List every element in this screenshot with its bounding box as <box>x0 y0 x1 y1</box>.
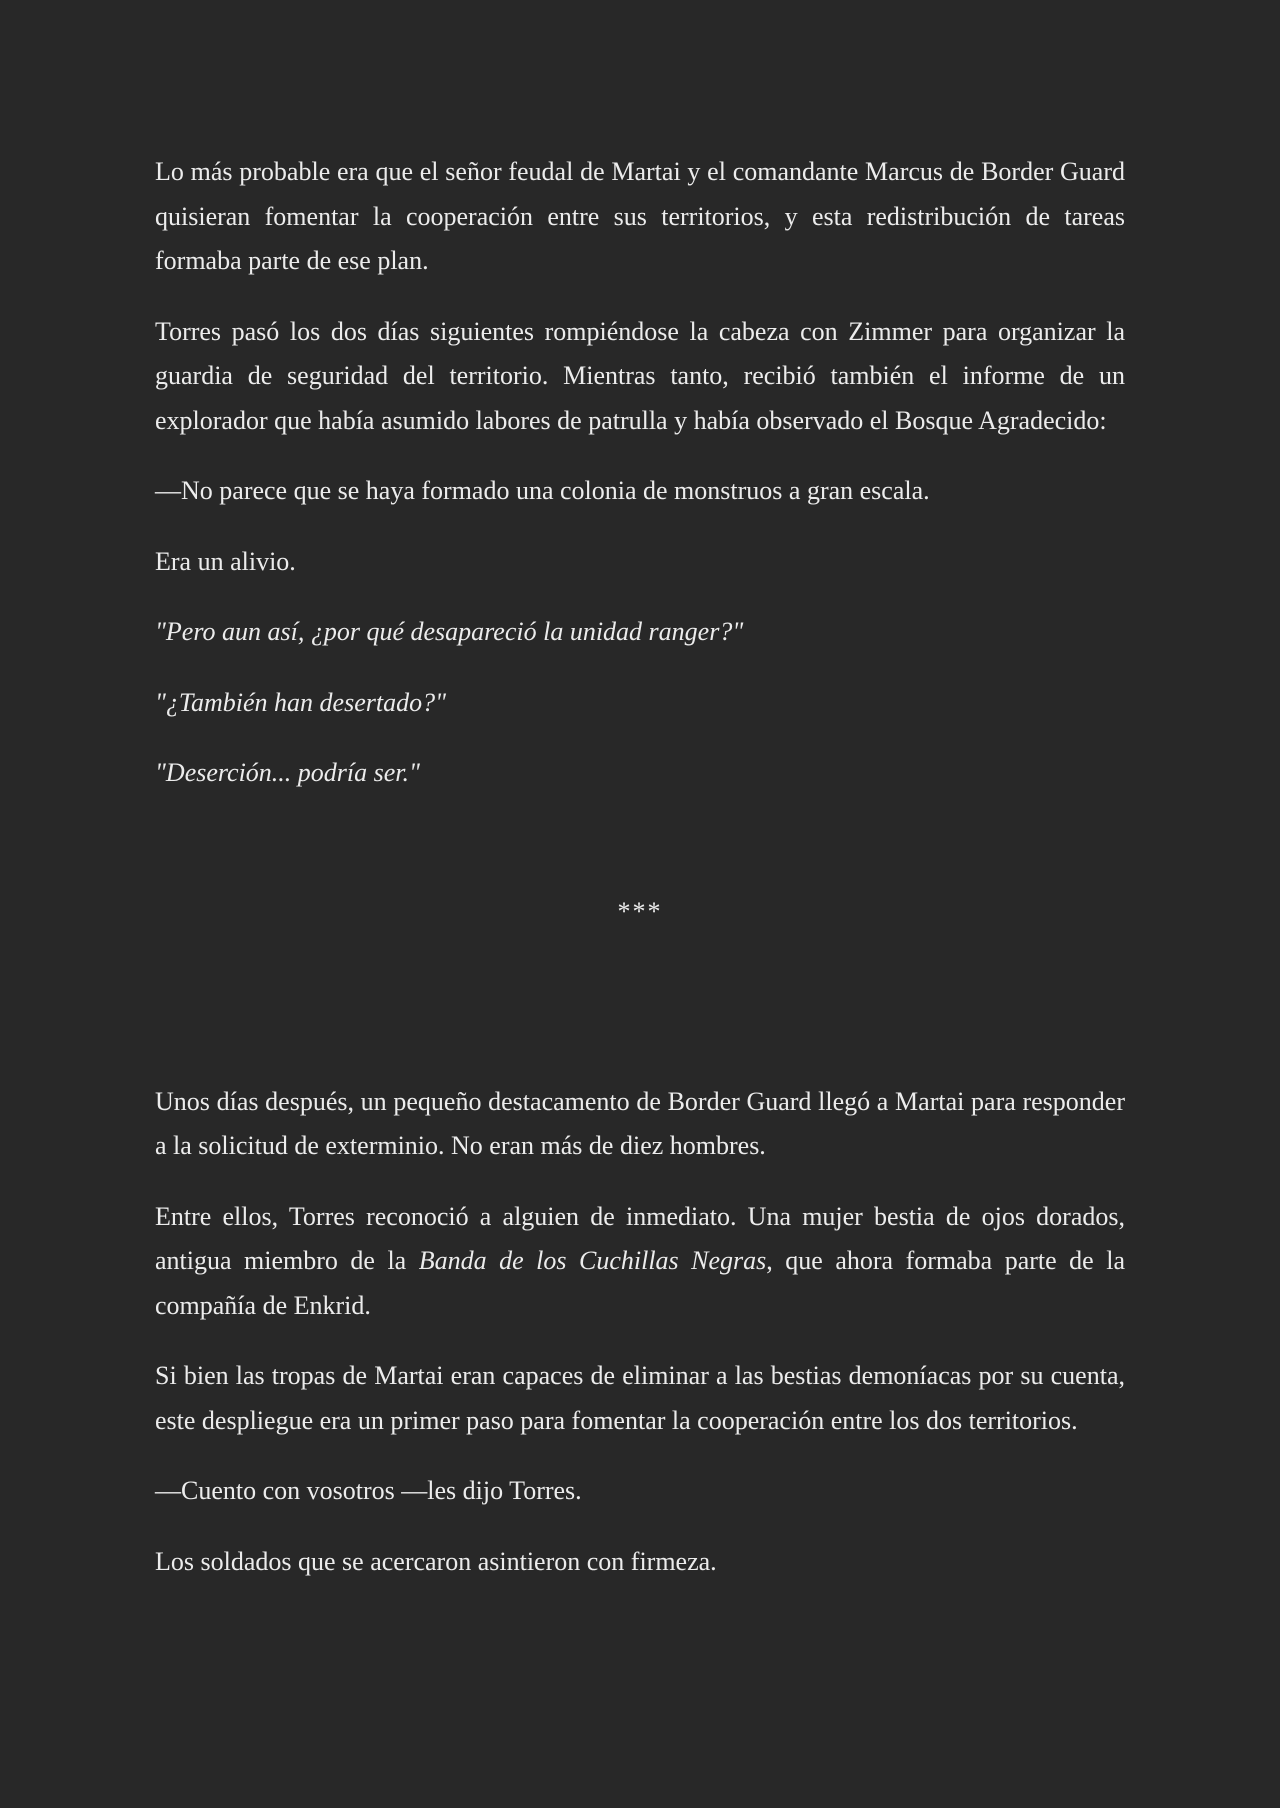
scene-separator: *** <box>617 896 663 926</box>
paragraph <box>155 1195 1125 1329</box>
paragraph: Torres pasó los dos días siguientes rompiéndose la cabeza con Zimmer para organizar la guardia de seguridad del territorio. Mientras tanto, recibió también el informe de un explorador que había asumido labores de patrulla y había observado el Bosque Agradecido: <box>155 316 1125 435</box>
emphasized-name: Banda de los Cuchillas Negras <box>418 1246 767 1275</box>
paragraph: Los soldados que se acercaron asintieron con firmeza. <box>155 1546 717 1576</box>
paragraph: Lo más probable era que el señor feudal de Martai y el comandante Marcus de Border Guard quisieran fomentar la cooperación entre sus territorios, y esta redistribución de tareas formaba parte de ese plan. <box>155 157 1125 275</box>
section-one <box>155 150 1125 796</box>
section-two <box>155 1080 1125 1585</box>
paragraph: Si bien las tropas de Martai eran capaces de eliminar a las bestias demoníacas por su cuenta, este despliegue era un primer paso para fomentar la cooperación entre los dos territorios. <box>155 1361 1125 1435</box>
dialogue-paragraph: —No parece que se haya formado una colonia de monstruos a gran escala. <box>155 476 930 505</box>
dialogue-paragraph: —Cuento con vosotros —les dijo Torres. <box>155 1476 582 1505</box>
paragraph: Unos días después, un pequeño destacamento de Border Guard llegó a Martai para responder a la solicitud de exterminio. No eran más de diez hombres. <box>155 1086 1125 1160</box>
thought-paragraph: "¿También han desertado?" <box>155 687 446 717</box>
paragraph-text: , que ahora formaba parte de la compañía de Enkrid. <box>155 1246 1125 1320</box>
paragraph-text: Entre ellos, Torres reconoció a alguien de inmediato. Una mujer bestia de ojos dorados, antigua miembro de la <box>155 1201 1125 1275</box>
paragraph: Era un alivio. <box>155 546 296 576</box>
thought-paragraph: "Pero aun así, ¿por qué desapareció la unidad ranger?" <box>155 617 744 646</box>
thought-paragraph: "Deserción... podría ser." <box>155 758 420 787</box>
